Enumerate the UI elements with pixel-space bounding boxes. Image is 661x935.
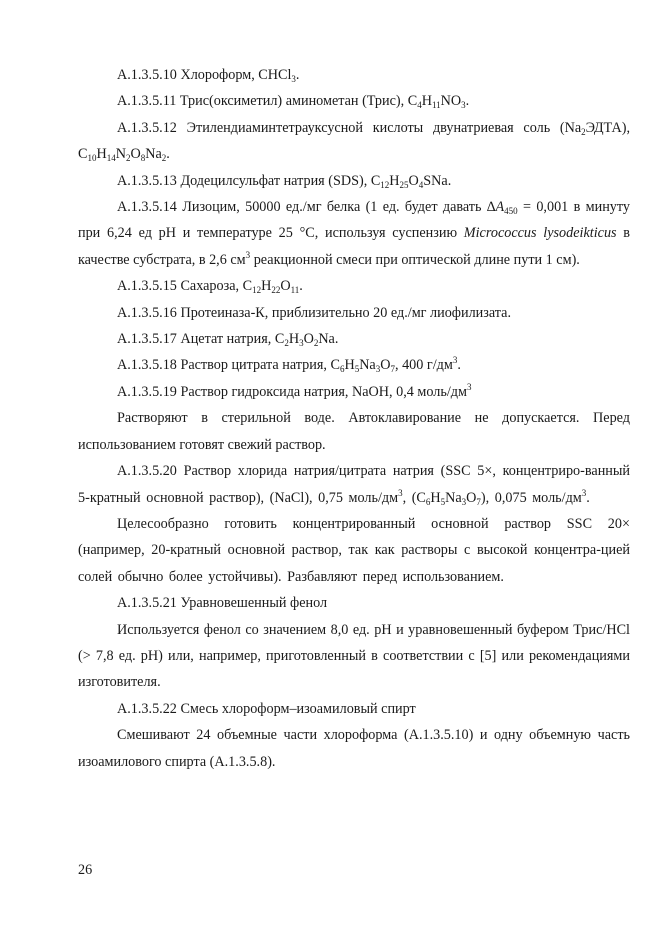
item-lysozyme: А.1.3.5.14 Лизоцим, 50000 ед./мг белка (1 ед. будет давать $\Delta A_{450} = 0,001$ в минуту при 6,24 ед pH и температуре 25 °C, используя суспензию Micrococcus lysodeikticus в качестве субстрата, в 2,6 $см^3$ реакционной смеси при оптической длине пути 1 см). bbox=[78, 199, 630, 268]
item-ssc-buffer: А.1.3.5.20 Раствор хлорида натрия/цитрата натрия (SSC 5×, концентриро-ванный 5-кратный основной раствор), (NaCl), 0,75 моль/$дм^3$, $(C_6H_5Na_3O_7)$, 0,075 моль/$дм^3$. bbox=[78, 463, 630, 507]
item-tris: А.1.3.5.11 Трис(оксиметил) аминометан (Трис), $C_4H_{11}NO_3$. bbox=[117, 93, 470, 111]
note-phenol: Используется фенол со значением 8,0 ед. pH и уравновешенный буфером Трис/HCl (> 7,8 ед. pH) или, например, приготовленный в соответствии с [5] или рекомендациями изготовителя. bbox=[78, 621, 630, 691]
item-sodium-hydroxide: А.1.3.5.19 Раствор гидроксида натрия, NaOH, 0,4 моль/$дм^3$ bbox=[117, 381, 472, 400]
item-sucrose: А.1.3.5.15 Сахароза, $C_{12}H_{22}O_{11}$. bbox=[117, 278, 303, 296]
note-chloroform-isoamyl: Смешивают 24 объемные части хлороформа (А.1.3.5.10) и одну объемную часть изоамилового спирта (А.1.3.5.8). bbox=[78, 727, 630, 770]
item-sodium-citrate: А.1.3.5.18 Раствор цитрата натрия, $C_6H_5Na_3O_7$, 400 $г/дм^3$. bbox=[117, 355, 461, 375]
item-phenol: А.1.3.5.21 Уравновешенный фенол bbox=[117, 595, 328, 612]
item-sodium-acetate: А.1.3.5.17 Ацетат натрия, $C_2H_3O_2Na$. bbox=[117, 331, 339, 349]
item-sds: А.1.3.5.13 Додецилсульфат натрия (SDS), $C_{12}H_{25}O_4SNa$. bbox=[117, 172, 452, 190]
item-edta: А.1.3.5.12 Этилендиаминтетрауксусной кислоты двунатриевая соль $(Na_2ЭДТА)$, $C_{10}H_{14}N_2O_8Na_2$. bbox=[78, 119, 630, 164]
item-chloroform: А.1.3.5.10 Хлороформ, CHCl$_3$. bbox=[117, 67, 300, 84]
note-sodium-hydroxide: Растворяют в стерильной воде. Автоклавирование не допускается. Перед использованием готовят свежий раствор. bbox=[78, 410, 630, 453]
item-proteinase-k: А.1.3.5.16 Протеиназа-К, приблизительно 20 ед./мг лиофилизата. bbox=[117, 304, 512, 321]
note-ssc-buffer: Целесообразно готовить концентрированный основной раствор SSC 20× (например, 20-кратный основной раствор, так как растворы с высокой концентра-цией солей обычно более устойчивы). Разбавляют перед использованием. bbox=[78, 515, 630, 585]
item-chloroform-isoamyl: А.1.3.5.22 Смесь хлороформ–изоамиловый спирт bbox=[117, 700, 416, 717]
body-text bbox=[78, 62, 630, 775]
page-number: 26 bbox=[78, 862, 93, 878]
